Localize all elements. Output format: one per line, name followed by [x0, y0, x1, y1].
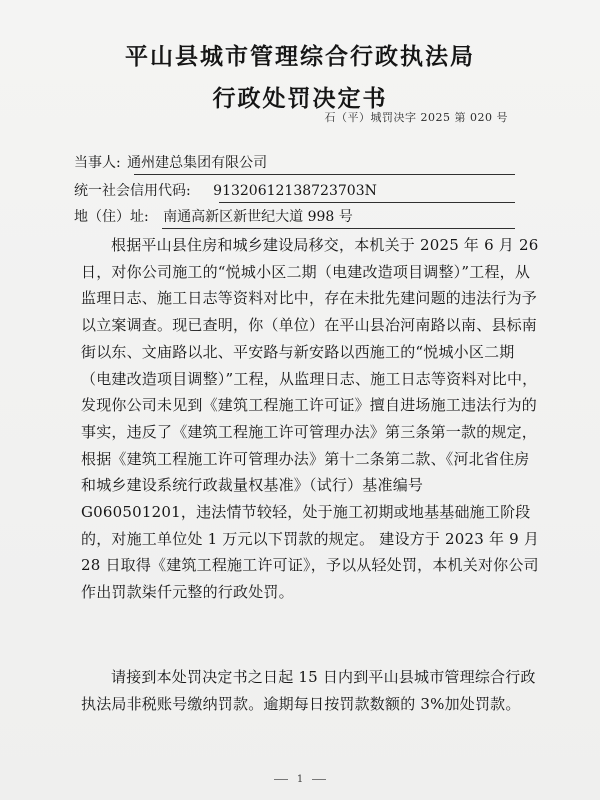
- address-value: 南通高新区新世纪大道 998 号: [163, 209, 353, 225]
- party-underline: [134, 174, 515, 175]
- party-value: 通州建总集团有限公司: [127, 155, 268, 171]
- footer-dash-right: [312, 779, 326, 780]
- document-title: 行政处罚决定书: [212, 85, 388, 112]
- credit-code-label: 统一社会信用代码:: [74, 183, 191, 199]
- page-number: 1: [296, 774, 304, 785]
- party-label: 当事人:: [74, 155, 121, 171]
- main-paragraph: [81, 232, 541, 606]
- footer-dash-left: [274, 779, 288, 780]
- address-label: 地（住）址:: [74, 209, 149, 225]
- payment-paragraph: [81, 664, 541, 717]
- credit-code-underline: [219, 202, 515, 203]
- document-number: 石（平）城罚决字 2025 第 020 号: [324, 111, 508, 124]
- party-field: [74, 156, 267, 170]
- credit-code-value: 91320612138723703N: [213, 183, 377, 199]
- address-underline: [162, 228, 515, 229]
- credit-code-field: [74, 184, 377, 198]
- page-footer: [0, 774, 600, 785]
- payment-paragraph-text: 请接到本处罚决定书之日起 15 日内到平山县城市管理综合行政执法局非税账号缴纳罚款。逾期每日按罚款数额的 3%加处罚款。: [81, 668, 536, 713]
- address-field: [74, 210, 353, 224]
- agency-title: 平山县城市管理综合行政执法局: [125, 43, 475, 70]
- main-paragraph-tail: 建设方于 2023 年 9 月 28 日取得《建筑工程施工许可证》，予以从轻处罚，本机关对你公司作出罚款柒仟元整的行政处罚。: [81, 529, 540, 602]
- main-paragraph-text: 根据平山县住房和城乡建设局移交，本机关于 2025 年 6 月 26 日，对你公司施工的“悦城小区二期（电建改造项目调整）”工程，从监理日志、施工日志等资料对比中，存在未批先建问题的违法行为予以立案调查。现已查明，你（单位）在平山县冶河南路以南、县标南街以东、文庙路以北、平安路与新安路以西施工的“悦城小区二期（电建改造项目调整）”工程，从监理日志、施工日志等资料对比中，发现你公司未见到《建筑工程施工许可证》擅自进场施工违法行为的事实，违反了《建筑工程施工许可管理办法》第三条第一款的规定，根据《建筑工程施工许可管理办法》第十二条第二款、《河北省住房和城乡建设系统行政裁量权基准》（试行）基准编号 G060501201，违法情节较轻，处于施工初期或地基基础施工阶段的，对施工单位处 1 万元以下罚款的规定。: [81, 236, 539, 548]
